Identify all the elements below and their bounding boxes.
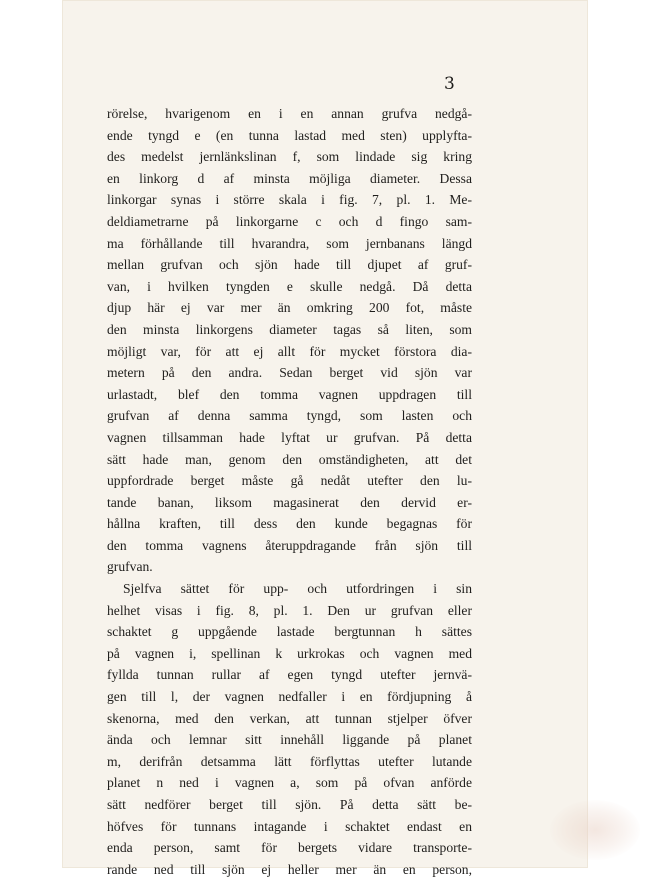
text-line: grufvan af denna samma tyngd, som lasten och [107, 408, 472, 424]
body-text [107, 103, 472, 880]
text-line: rörelse, hvarigenom en i en annan grufva nedgå- [107, 106, 472, 121]
text-line: skenorna, med den verkan, att tunnan stjelper öfver [107, 710, 472, 726]
text-line: på vagnen i, spellinan k urkrokas och vagnen med [107, 645, 472, 661]
text-line: metern på den andra. Sedan berget vid sjön var [107, 365, 472, 381]
text-line: des medelst jernlänkslinan f, som lindade sig kring [107, 149, 472, 165]
text-line: grufvan. [107, 559, 153, 575]
text-line: van, i hvilken tyngden e skulle nedgå. Då detta [107, 278, 472, 294]
text-line: tande banan, liksom magasinerat den dervid er- [107, 494, 472, 510]
text-line: enda person, samt för bergets vidare transporte- [107, 840, 472, 856]
paper-stain [550, 800, 640, 860]
text-line: den minsta linkorgens diameter tagas så liten, som [107, 321, 472, 337]
text-line: sätt nedförer berget till sjön. På detta sätt be- [107, 797, 472, 812]
text-line: vagnen tillsamman hade lyftat ur grufvan. På detta [107, 429, 472, 445]
text-line: mellan grufvan och sjön hade till djupet af gruf- [107, 257, 472, 273]
text-line: gen till l, der vagnen nedfaller i en fördjupning å [107, 689, 472, 705]
text-line: helhet visas i fig. 8, pl. 1. Den ur grufvan eller [107, 602, 472, 618]
text-line: linkorgar synas i större skala i fig. 7, pl. 1. Me- [107, 192, 472, 208]
text-line: sätt hade man, genom den omständigheten, att det [107, 451, 472, 467]
text-line: schaktet g uppgående lastade bergtunnan h sättes [107, 624, 472, 640]
text-line: Sjelfva sättet för upp- och utfordringen i sin [123, 581, 472, 597]
text-line: rande ned till sjön ej heller mer än en person, [107, 861, 472, 877]
text-line: höfves för tunnans intagande i schaktet endast en [107, 818, 472, 834]
text-line: fyllda tunnan rullar af egen tyngd utefter jernvä- [107, 667, 472, 683]
text-line: en linkorg d af minsta möjliga diameter. Dessa [107, 170, 472, 186]
text-line: uppfordrade berget måste gå nedåt utefter den lu- [107, 473, 472, 489]
text-line: möjligt var, för att ej allt för mycket förstora dia- [107, 343, 472, 359]
text-line: planet n ned i vagnen a, som på ofvan anförde [107, 775, 472, 791]
text-line: deldiametrarne på linkorgarne c och d fingo sam- [107, 213, 472, 229]
text-line: den tomma vagnens återuppdragande från sjön till [107, 537, 472, 553]
text-line: hållna kraften, till dess den kunde begagnas för [107, 516, 472, 532]
text-line: ända och lemnar sitt innehåll liggande på planet [107, 732, 472, 748]
text-line: m, derifrån detsamma lätt förflyttas utefter lutande [107, 753, 472, 769]
text-line: djup här ej var mer än omkring 200 fot, måste [107, 300, 472, 316]
paragraph-1 [107, 103, 472, 578]
text-line: ende tyngd e (en tunna lastad med sten) upplyfta- [107, 127, 472, 143]
page-number: 3 [444, 74, 455, 94]
text-line: urlastadt, blef den tomma vagnen uppdragen till [107, 386, 472, 402]
paragraph-2 [107, 578, 472, 880]
text-line: ma förhållande till hvarandra, som jernbanans längd [107, 235, 472, 251]
